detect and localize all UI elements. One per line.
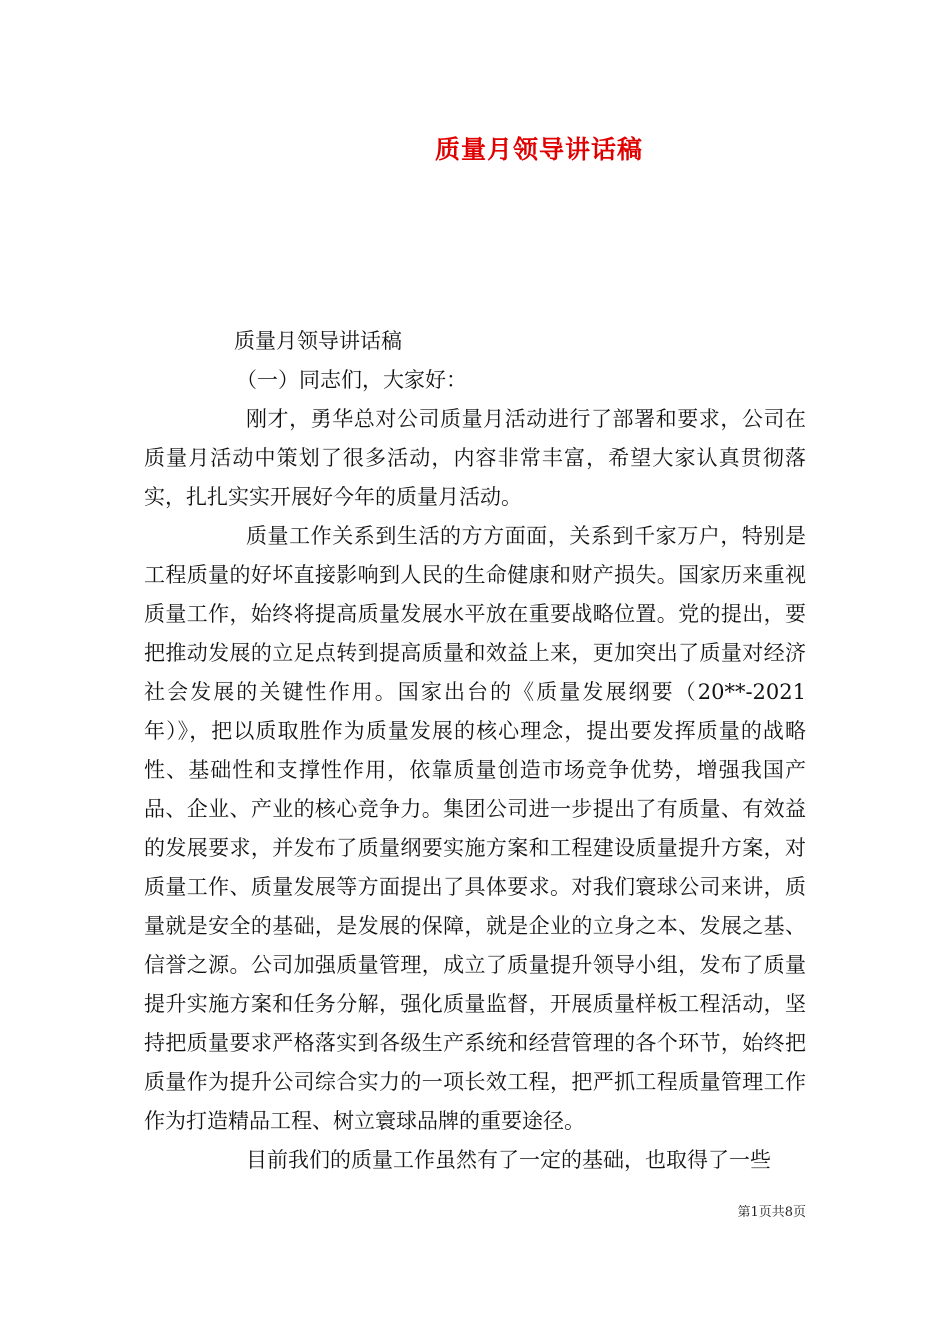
page-title: 质量月领导讲话稿 — [434, 135, 643, 164]
paragraph-2: 质量工作关系到生活的方方面面，关系到千家万户，特别是工程质量的好坏直接影响到人民的生命健康和财产损失。国家历来重视质量工作，始终将提高质量发展水平放在重要战略位置。党的提出，要把推动发展的立足点转到提高质量和效益上来，更加突出了质量对经济社会发展的关键性作用。国家出台的《质量发展纲要（20**-2021年）》，把以质取胜作为质量发展的核心理念，提出要发挥质量的战略性、基础性和支撑性作用，依靠质量创造市场竞争优势，增强我国产品、企业、产业的核心竞争力。集团公司进一步提出了有质量、有效益的发展要求，并发布了质量纲要实施方案和工程建设质量提升方案，对质量工作、质量发展等方面提出了具体要求。对我们寰球公司来讲，质量就是安全的基础，是发展的保障，就是企业的立身之本、发展之基、信誉之源。公司加强质量管理，成立了质量提升领导小组，发布了质量提升实施方案和任务分解，强化质量监督，开展质量样板工程活动，坚持把质量要求严格落实到各级生产系统和经营管理的各个环节，始终把质量作为提升公司综合实力的一项长效工程，把严抓工程质量管理工作作为打造精品工程、树立寰球品牌的重要途径。 — [144, 524, 806, 1133]
document-subtitle: 质量月领导讲话稿 — [234, 329, 402, 353]
page-number: 第1页共8页 — [737, 1205, 806, 1220]
paragraph-1: 刚才，勇华总对公司质量月活动进行了部署和要求，公司在质量月活动中策划了很多活动，内容非常丰富，希望大家认真贯彻落实，扎扎实实开展好今年的质量月活动。 — [144, 407, 806, 509]
document-body — [144, 322, 806, 1180]
greeting-line: （一）同志们，大家好： — [236, 368, 467, 392]
paragraph-3: 目前我们的质量工作虽然有了一定的基础，也取得了一些 — [246, 1148, 771, 1172]
